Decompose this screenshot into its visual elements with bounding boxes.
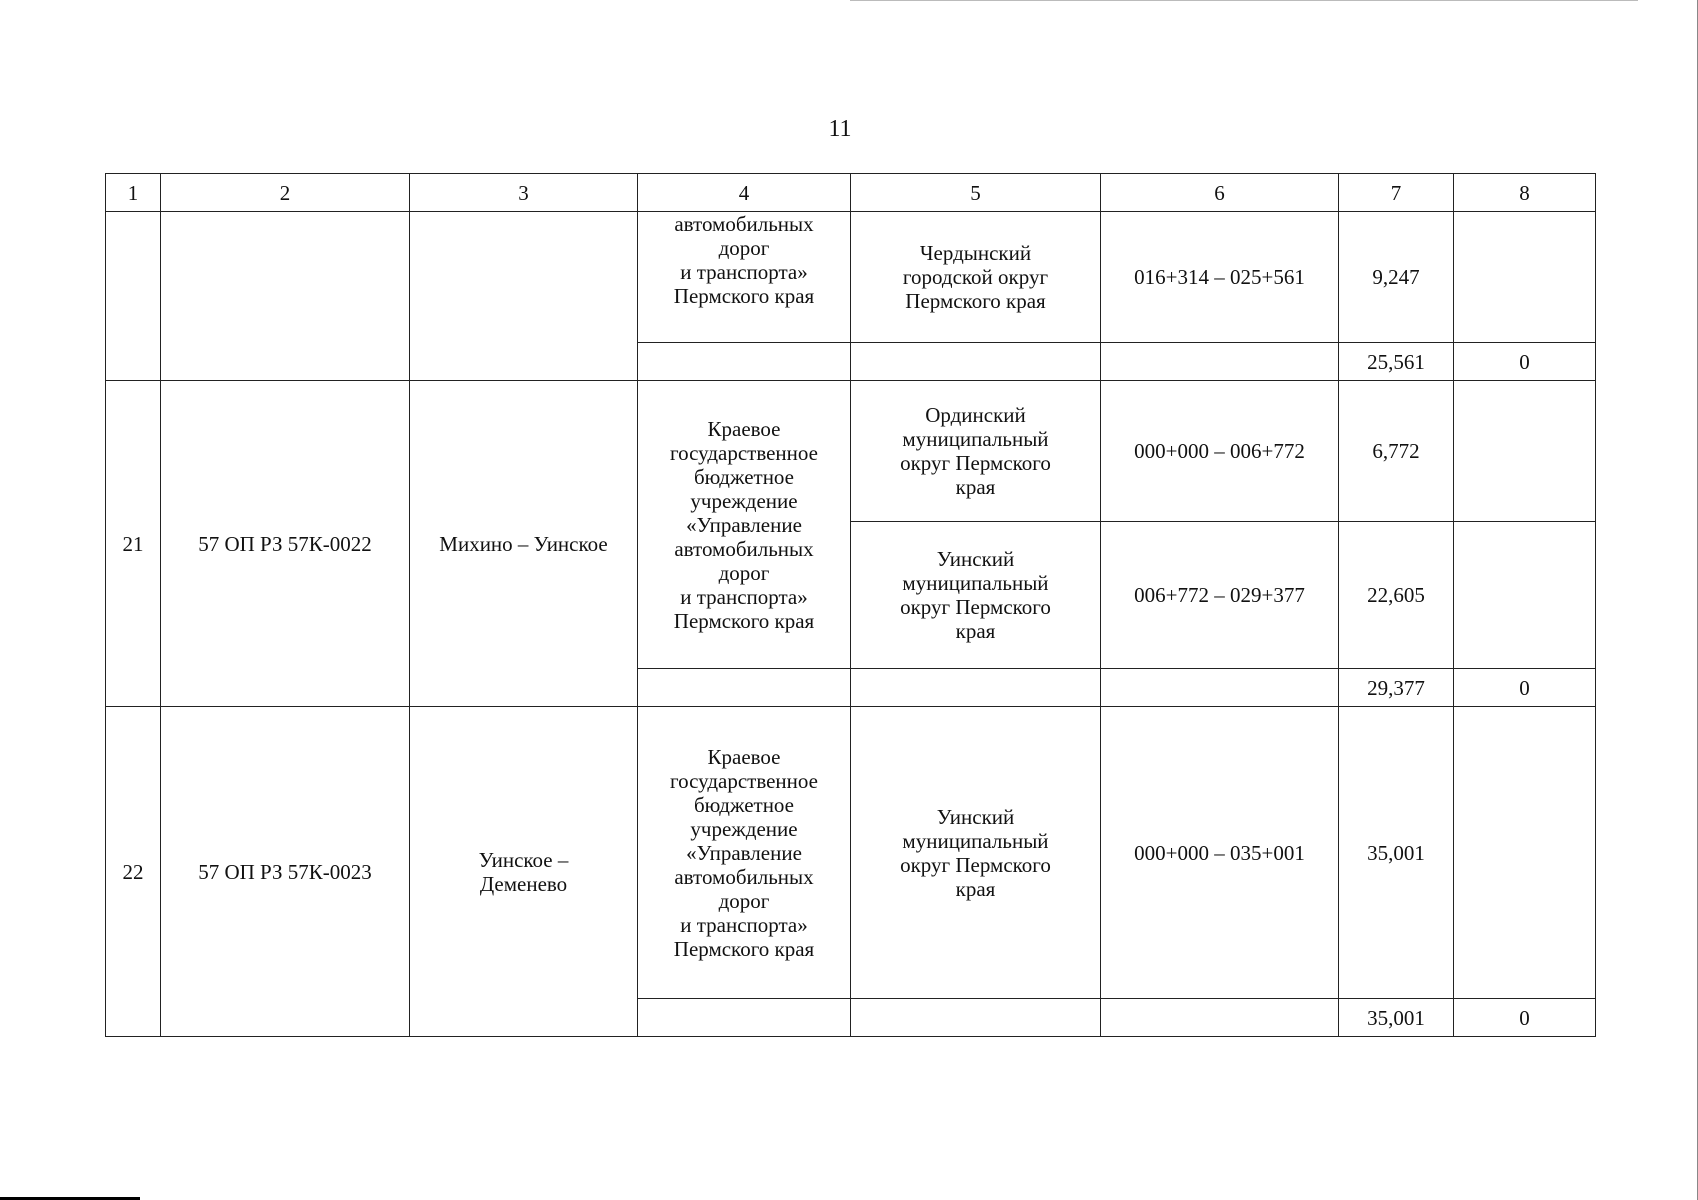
road-name-cell: Уинское – Деменево bbox=[410, 707, 638, 1037]
empty-cell bbox=[1101, 669, 1339, 707]
organization-cell: автомобильных дорог и транспорта» Пермского края bbox=[638, 212, 851, 343]
district-cell: Ординский муниципальный округ Пермского края bbox=[851, 381, 1101, 522]
column-number: 4 bbox=[638, 174, 851, 212]
column-number: 5 bbox=[851, 174, 1101, 212]
total-length-cell: 35,001 bbox=[1339, 999, 1454, 1037]
column-number: 6 bbox=[1101, 174, 1339, 212]
empty-cell bbox=[638, 669, 851, 707]
road-name-cell: Михино – Уинское bbox=[410, 381, 638, 707]
roads-table bbox=[105, 173, 1596, 1037]
road-code-cell bbox=[161, 212, 410, 381]
scan-edge-top bbox=[850, 0, 1638, 1]
row-number-cell bbox=[106, 212, 161, 381]
district-cell: Чердынский городской округ Пермского края bbox=[851, 212, 1101, 343]
organization-cell: Краевое государственное бюджетное учреждение «Управление автомобильных дорог и транспорта» Пермского края bbox=[638, 707, 851, 999]
col8-total-cell: 0 bbox=[1454, 343, 1596, 381]
column-number: 8 bbox=[1454, 174, 1596, 212]
district-cell: Уинский муниципальный округ Пермского края bbox=[851, 522, 1101, 669]
table-row bbox=[106, 707, 1596, 999]
total-length-cell: 25,561 bbox=[1339, 343, 1454, 381]
total-length-cell: 29,377 bbox=[1339, 669, 1454, 707]
col8-cell bbox=[1454, 381, 1596, 522]
segment-length-cell: 35,001 bbox=[1339, 707, 1454, 999]
row-number-cell: 21 bbox=[106, 381, 161, 707]
segment-length-cell: 22,605 bbox=[1339, 522, 1454, 669]
col8-cell bbox=[1454, 707, 1596, 999]
district-cell: Уинский муниципальный округ Пермского края bbox=[851, 707, 1101, 999]
table-row bbox=[106, 212, 1596, 343]
col8-cell bbox=[1454, 522, 1596, 669]
empty-cell bbox=[851, 999, 1101, 1037]
col8-cell bbox=[1454, 212, 1596, 343]
segment-range-cell: 000+000 – 035+001 bbox=[1101, 707, 1339, 999]
segment-length-cell: 6,772 bbox=[1339, 381, 1454, 522]
column-number: 3 bbox=[410, 174, 638, 212]
segment-range-cell: 000+000 – 006+772 bbox=[1101, 381, 1339, 522]
road-name-cell bbox=[410, 212, 638, 381]
column-number: 7 bbox=[1339, 174, 1454, 212]
road-code-cell: 57 ОП РЗ 57К-0023 bbox=[161, 707, 410, 1037]
row-number-cell: 22 bbox=[106, 707, 161, 1037]
road-code-cell: 57 ОП РЗ 57К-0022 bbox=[161, 381, 410, 707]
empty-cell bbox=[851, 669, 1101, 707]
segment-range-cell: 006+772 – 029+377 bbox=[1101, 522, 1339, 669]
col8-total-cell: 0 bbox=[1454, 669, 1596, 707]
empty-cell bbox=[1101, 343, 1339, 381]
column-number-row bbox=[106, 174, 1596, 212]
column-number: 2 bbox=[161, 174, 410, 212]
empty-cell bbox=[1101, 999, 1339, 1037]
table-row bbox=[106, 381, 1596, 522]
empty-cell bbox=[638, 999, 851, 1037]
empty-cell bbox=[851, 343, 1101, 381]
col8-total-cell: 0 bbox=[1454, 999, 1596, 1037]
segment-range-cell: 016+314 – 025+561 bbox=[1101, 212, 1339, 343]
page-number: 11 bbox=[828, 116, 852, 142]
column-number: 1 bbox=[106, 174, 161, 212]
organization-cell: Краевое государственное бюджетное учреждение «Управление автомобильных дорог и транспорта» Пермского края bbox=[638, 381, 851, 669]
empty-cell bbox=[638, 343, 851, 381]
segment-length-cell: 9,247 bbox=[1339, 212, 1454, 343]
